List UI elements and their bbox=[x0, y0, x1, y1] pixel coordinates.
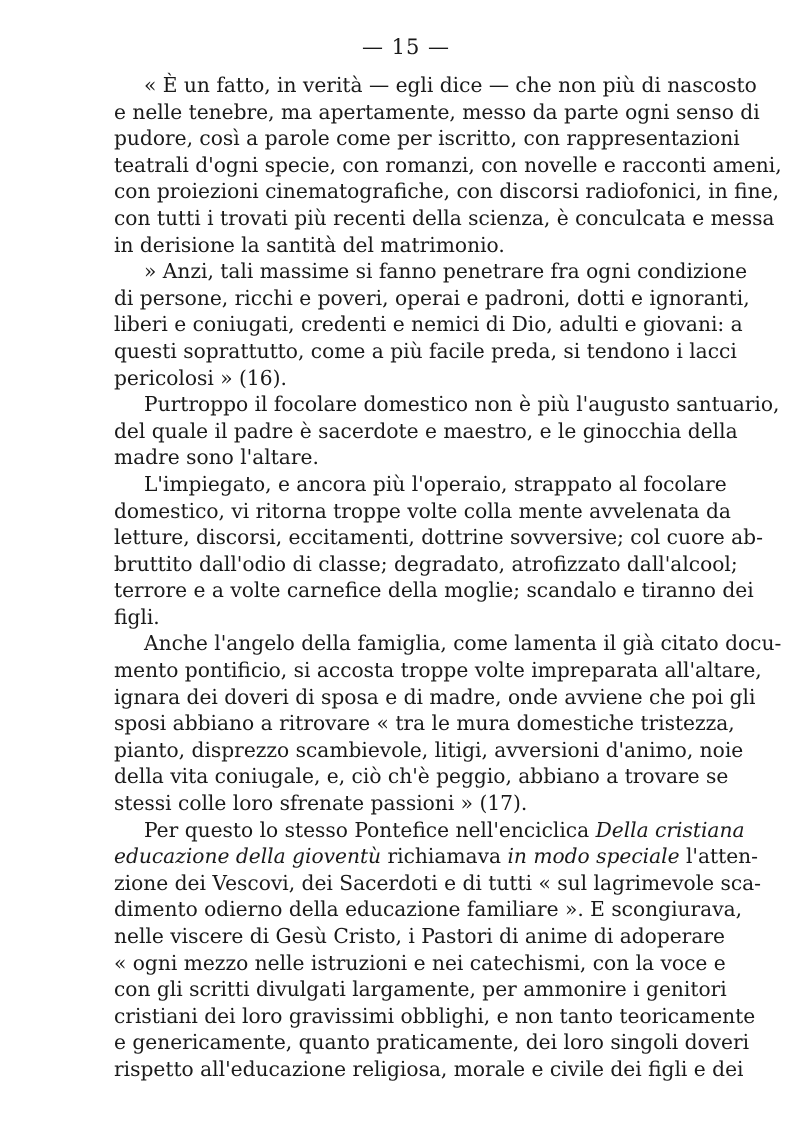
emphasis-text: in modo speciale bbox=[507, 844, 680, 869]
text-line: L'impiegato, e ancora più l'operaio, strappato al focolare bbox=[144, 471, 727, 496]
text-line: Purtroppo il focolare domestico non è più l'augusto santuario, bbox=[144, 392, 780, 417]
text-line: madre sono l'altare. bbox=[114, 445, 319, 470]
text-line: di persone, ricchi e poveri, operai e padroni, dotti e ignoranti, bbox=[114, 285, 750, 310]
text-line: letture, discorsi, eccitamenti, dottrine sovversive; col cuore ab- bbox=[114, 525, 763, 550]
text-line: con proiezioni cinematografiche, con discorsi radiofonici, in fine, bbox=[114, 179, 780, 204]
text-line: sposi abbiano a ritrovare « tra le mura domestiche tristezza, bbox=[114, 711, 735, 736]
text-line: pianto, disprezzo scambievole, litigi, avversioni d'animo, noie bbox=[114, 737, 744, 762]
text-line: teatrali d'ogni specie, con romanzi, con novelle e racconti ameni, bbox=[114, 152, 782, 177]
text-line: zione dei Vescovi, dei Sacerdoti e di tutti « sul lagrimevole sca- bbox=[114, 870, 762, 895]
paragraph-5 bbox=[88, 630, 782, 816]
text-line: nelle viscere di Gesù Cristo, i Pastori di anime di adoperare bbox=[114, 924, 725, 948]
text-run: l'atten- bbox=[685, 844, 759, 869]
text-line: figli. bbox=[114, 604, 160, 629]
text-line: Anche l'angelo della famiglia, come lamenta il già citato docu- bbox=[144, 631, 782, 656]
text-line: pericolosi » (16). bbox=[114, 365, 287, 390]
text-line: « ogni mezzo nelle istruzioni e nei catechismi, con la voce e bbox=[114, 950, 726, 975]
encyclical-title: educazione della gioventù bbox=[114, 844, 382, 869]
paragraph-6 bbox=[88, 817, 762, 1083]
text-line bbox=[88, 843, 759, 870]
text-line: dimento odierno della educazione familiare ». E scongiurava, bbox=[114, 897, 743, 922]
text-line: e nelle tenebre, ma apertamente, messo da parte ogni senso di bbox=[114, 99, 760, 124]
text-line: terrore e a volte carnefice della moglie; scandalo e tiranno dei bbox=[114, 578, 754, 603]
encyclical-title: Della cristiana bbox=[595, 817, 745, 842]
text-line: bruttito dall'odio di classe; degradato, atrofizzato dall'alcool; bbox=[114, 551, 738, 576]
text-line: liberi e coniugati, credenti e nemici di Dio, adulti e giovani: a bbox=[114, 312, 743, 337]
text-line: del quale il padre è sacerdote e maestro, e le ginocchia della bbox=[114, 418, 738, 443]
text-line: in derisione la santità del matrimonio. bbox=[114, 232, 505, 257]
text-line: pudore, così a parole come per iscritto, con rappresentazioni bbox=[114, 126, 740, 151]
text-line: « È un fatto, in verità — egli dice — che non più di nascosto bbox=[144, 73, 757, 97]
page-number: — 15 — bbox=[361, 35, 451, 59]
paragraph-1 bbox=[88, 72, 782, 258]
document-page bbox=[88, 28, 782, 1083]
text-line: questi soprattutto, come a più facile preda, si tendono i lacci bbox=[114, 338, 737, 363]
text-run: richiamava bbox=[387, 844, 502, 869]
text-line: rispetto all'educazione religiosa, morale e civile dei figli e dei bbox=[114, 1056, 744, 1081]
text-line: mento pontificio, si accosta troppe volte impreparata all'altare, bbox=[114, 658, 762, 683]
text-line: domestico, vi ritorna troppe volte colla mente avvelenata da bbox=[114, 498, 731, 523]
text-line: ignara dei doveri di sposa e di madre, onde avviene che poi gli bbox=[114, 684, 756, 709]
text-line: con tutti i trovati più recenti della scienza, è conculcata e messa bbox=[114, 205, 775, 230]
text-run: Per questo lo stesso Pontefice nell'enciclica bbox=[144, 817, 590, 842]
text-line bbox=[88, 817, 745, 844]
paragraph-4 bbox=[88, 471, 763, 631]
text-line: » Anzi, tali massime si fanno penetrare fra ogni condizione bbox=[144, 259, 748, 284]
paragraph-3 bbox=[88, 391, 780, 471]
text-line: con gli scritti divulgati largamente, per ammonire i genitori bbox=[114, 977, 727, 1002]
paragraph-2 bbox=[88, 258, 750, 391]
text-line: cristiani dei loro gravissimi obblighi, e non tanto teoricamente bbox=[114, 1003, 756, 1028]
text-line: e genericamente, quanto praticamente, dei loro singoli doveri bbox=[114, 1030, 750, 1055]
text-line: stessi colle loro sfrenate passioni » (17). bbox=[114, 791, 528, 816]
text-line: della vita coniugale, e, ciò ch'è peggio, abbiano a trovare se bbox=[114, 764, 729, 789]
